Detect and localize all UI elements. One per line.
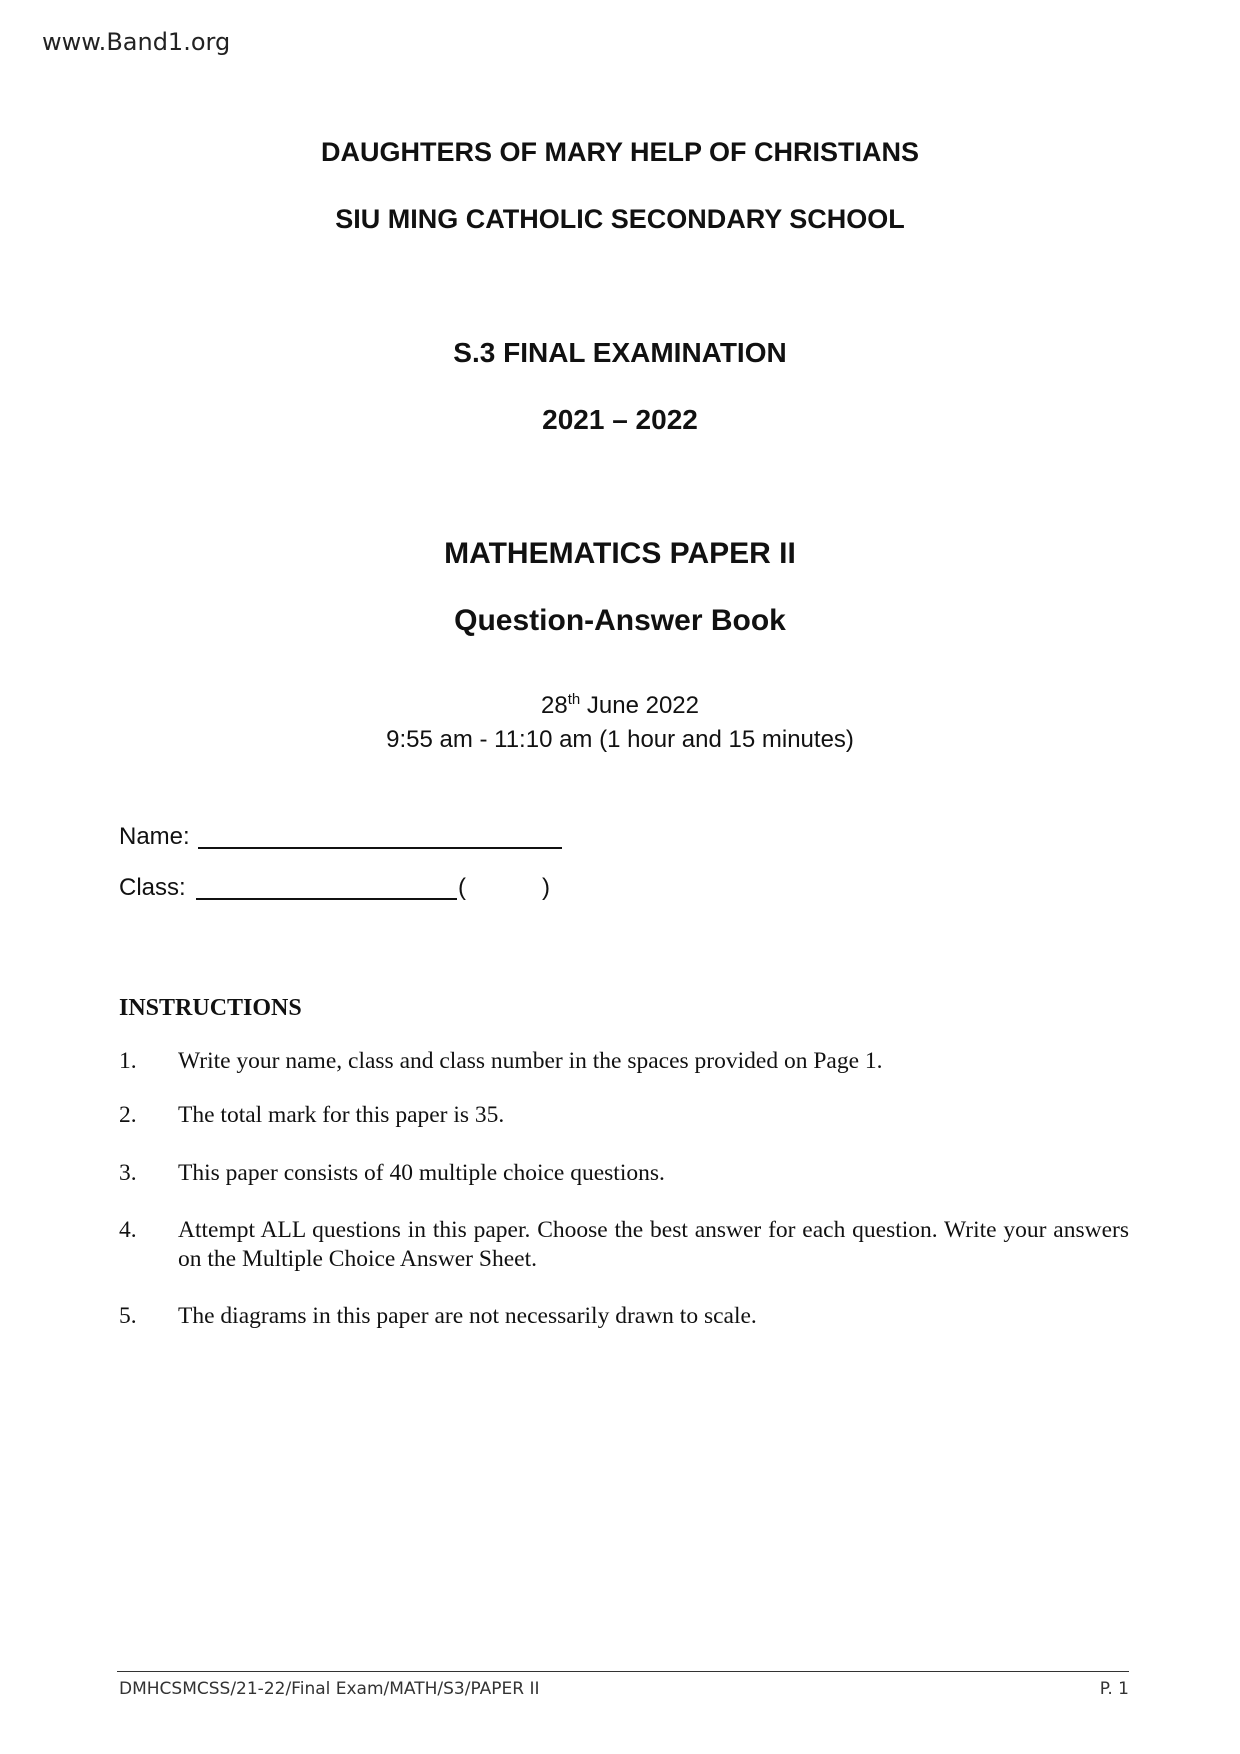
footer-document-code: DMHCSMCSS/21-22/Final Exam/MATH/S3/PAPER II <box>119 1679 540 1699</box>
instruction-text: Attempt ALL questions in this paper. Choose the best answer for each question. Write your answers on the Multiple Choice Answer Sheet. <box>178 1217 1129 1272</box>
instructions-heading: INSTRUCTIONS <box>119 995 302 1021</box>
class-field[interactable] <box>196 898 457 900</box>
class-label: Class: <box>119 874 186 901</box>
exam-date <box>0 692 1240 720</box>
school-name-line-1: DAUGHTERS OF MARY HELP OF CHRISTIANS <box>320 137 920 167</box>
instruction-number: 1. <box>119 1048 137 1074</box>
instruction-number: 5. <box>119 1303 137 1329</box>
name-label: Name: <box>119 823 190 850</box>
watermark-url: www.Band1.org <box>42 28 231 56</box>
school-name-line-2: SIU MING CATHOLIC SECONDARY SCHOOL <box>335 204 905 234</box>
exam-date-day: 28 <box>541 692 568 719</box>
instruction-text: The diagrams in this paper are not necessarily drawn to scale. <box>178 1303 757 1329</box>
instruction-number: 2. <box>119 1102 137 1128</box>
instruction-text: This paper consists of 40 multiple choice questions. <box>178 1160 665 1186</box>
instruction-text: Write your name, class and class number in the spaces provided on Page 1. <box>178 1048 883 1074</box>
exam-date-suffix: th <box>567 691 581 708</box>
exam-title: S.3 FINAL EXAMINATION <box>453 337 787 368</box>
exam-date-month-year: June 2022 <box>580 692 699 719</box>
class-number-paren-close: ) <box>542 874 550 901</box>
exam-year: 2021 – 2022 <box>542 404 698 435</box>
footer-page-number: P. 1 <box>1099 1679 1129 1699</box>
instruction-number: 3. <box>119 1160 137 1186</box>
exam-time: 9:55 am - 11:10 am (1 hour and 15 minutes) <box>386 726 854 753</box>
paper-title: MATHEMATICS PAPER II <box>444 537 796 570</box>
class-number-paren-open: ( <box>458 874 466 901</box>
paper-subtitle: Question-Answer Book <box>454 604 786 637</box>
instruction-number: 4. <box>119 1217 137 1243</box>
footer-divider <box>117 1671 1129 1672</box>
name-field[interactable] <box>198 847 562 849</box>
instruction-text: The total mark for this paper is 35. <box>178 1102 505 1128</box>
